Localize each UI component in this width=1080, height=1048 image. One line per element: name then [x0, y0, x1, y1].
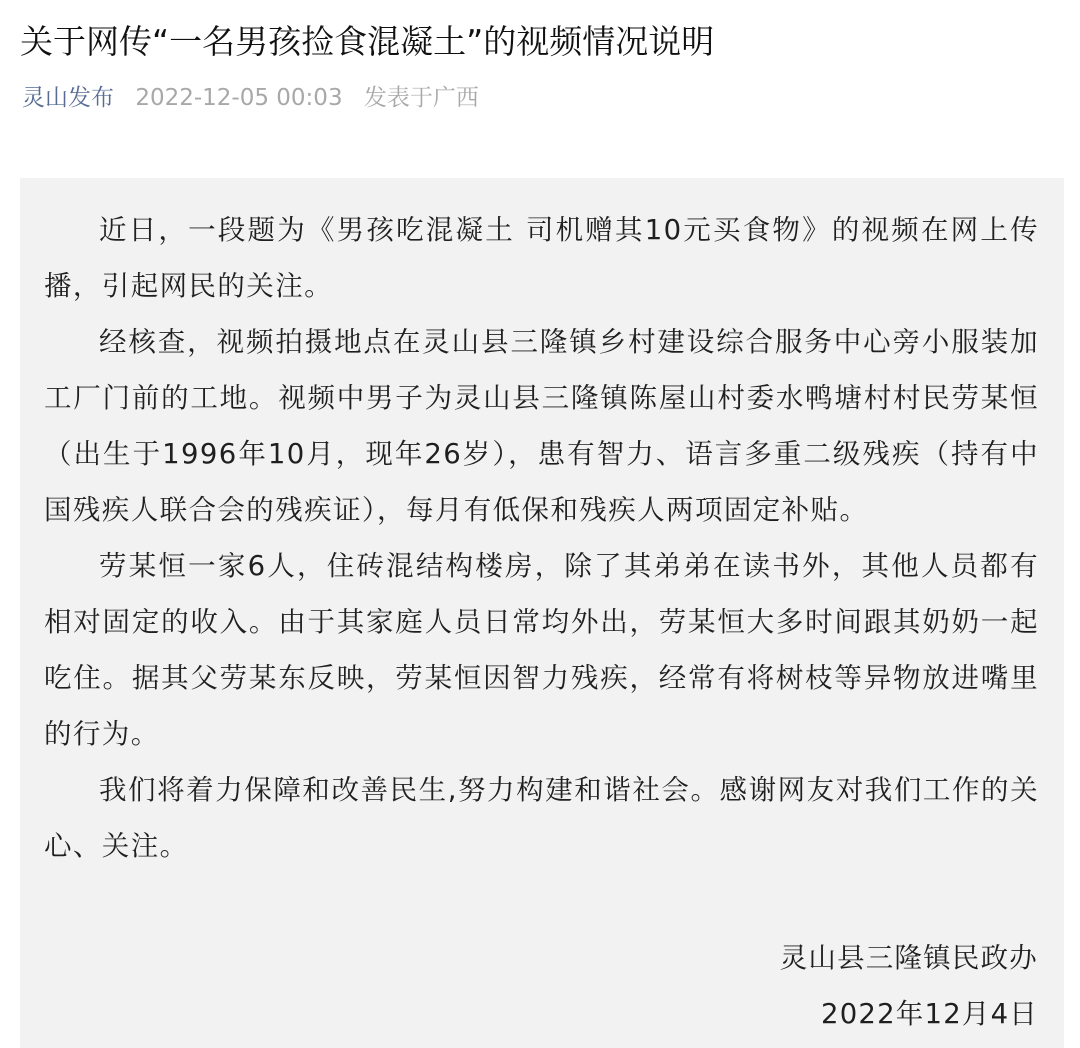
paragraph-1: 近日，一段题为《男孩吃混凝土 司机赠其10元买食物》的视频在网上传播，引起网民的关注。: [44, 214, 1039, 302]
publish-time: 2022-12-05 00:03: [135, 85, 343, 111]
account-name-link[interactable]: 灵山发布: [22, 85, 114, 111]
statement-image: [20, 178, 1064, 1048]
paragraph-2: 经核查，视频拍摄地点在灵山县三隆镇乡村建设综合服务中心旁小服装加工厂门前的工地。视频中男子为灵山县三隆镇陈屋山村委水鸭塘村村民劳某恒（出生于1996年10月，现年26岁），患有智力、语言多重二级残疾（持有中国残疾人联合会的残疾证），每月有低保和残疾人两项固定补贴。: [44, 326, 1039, 526]
article-meta: [22, 80, 479, 116]
paragraph-4: 我们将着力保障和改善民生,努力构建和谐社会。感谢网友对我们工作的关心、关注。: [44, 774, 1039, 862]
signature-organization: 灵山县三隆镇民政办: [779, 942, 1038, 974]
signature-block: [780, 930, 1038, 1042]
paragraph-3: 劳某恒一家6人，住砖混结构楼房，除了其弟弟在读书外，其他人员都有相对固定的收入。由于其家庭人员日常均外出，劳某恒大多时间跟其奶奶一起吃住。据其父劳某东反映，劳某恒因智力残疾，经常有将树枝等异物放进嘴里的行为。: [44, 550, 1039, 750]
article-title: 关于网传“一名男孩捡食混凝土”的视频情况说明: [20, 22, 715, 61]
signature-date: 2022年12月4日: [821, 998, 1038, 1030]
statement-body: [44, 202, 1039, 874]
publish-location: 发表于广西: [363, 85, 479, 111]
